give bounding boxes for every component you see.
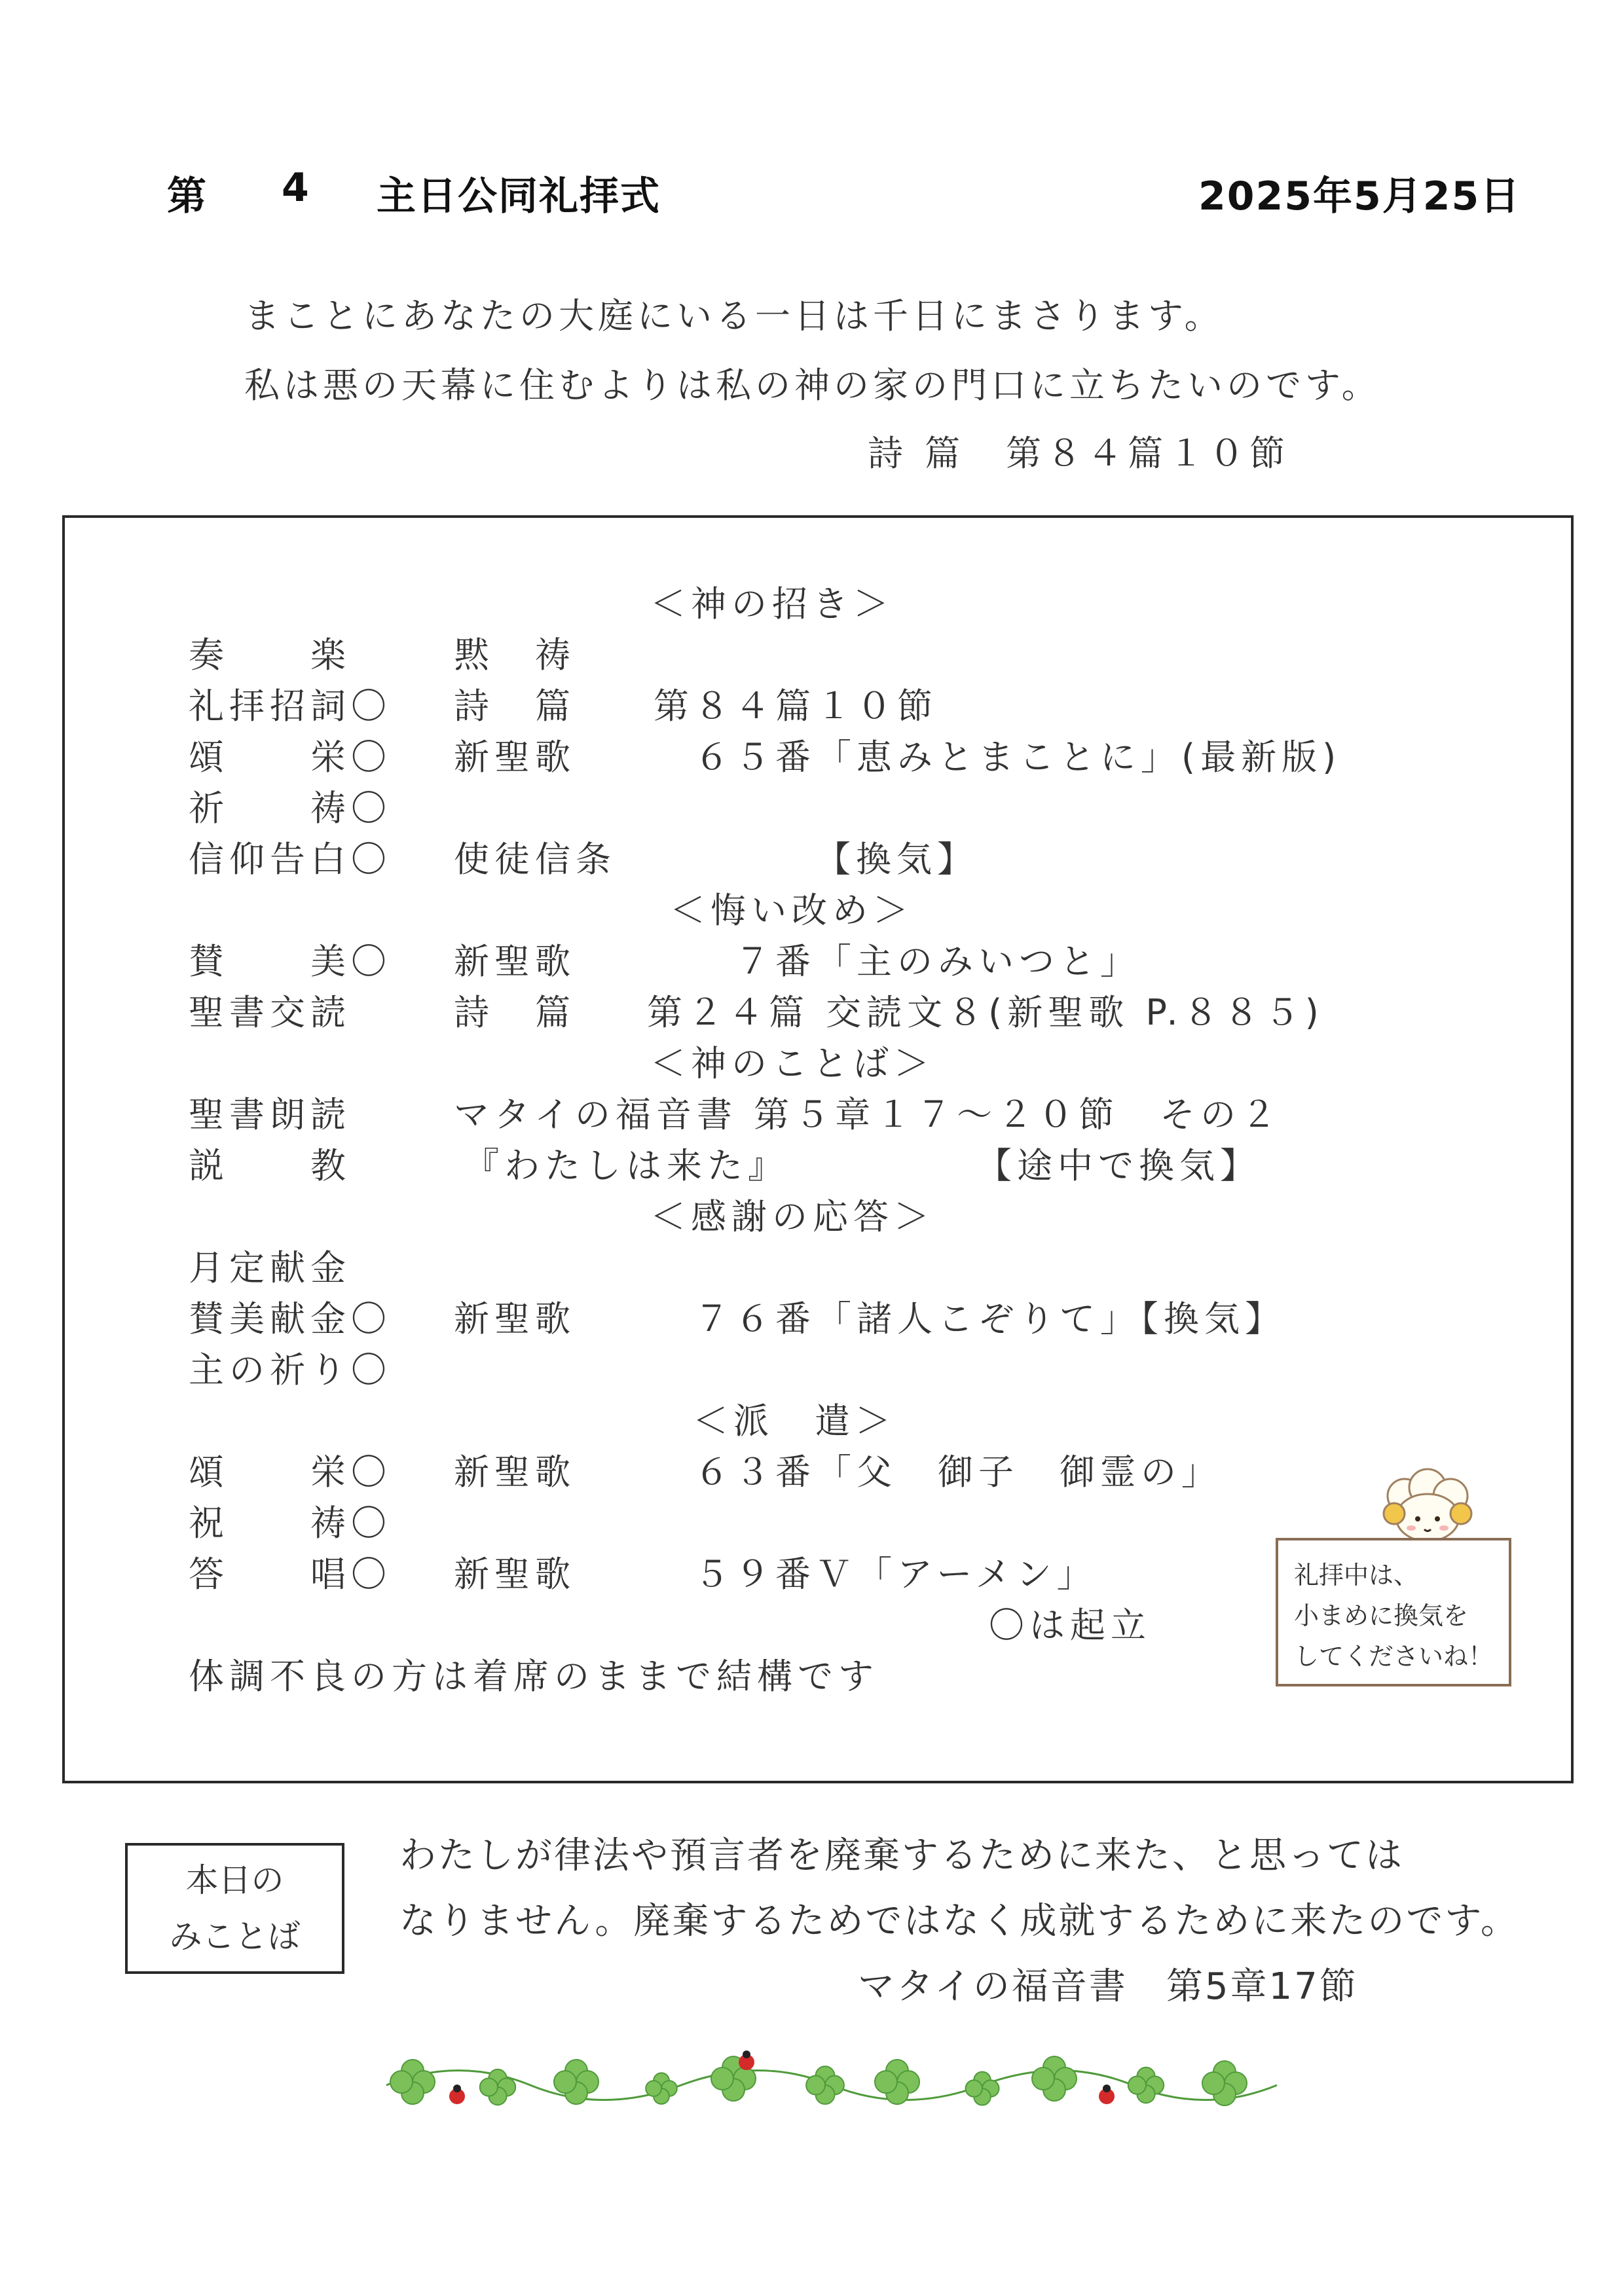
- order-sub: 新聖歌: [454, 1451, 576, 1493]
- order-detail: 【換気】: [752, 839, 978, 880]
- order-sub: 新聖歌: [454, 1554, 576, 1595]
- order-sub: 詩 篇: [454, 685, 576, 727]
- order-sub: 黙 祷: [454, 634, 576, 676]
- ventilation-note-line1: 礼拝中は、: [1294, 1561, 1419, 1590]
- clover-icon: [1202, 2061, 1247, 2105]
- todays-word-label-box: [125, 1843, 344, 1974]
- order-detail: ７６番「諸人こぞりて」【換気】: [654, 1298, 1285, 1339]
- clover-icon: [646, 2073, 677, 2104]
- ventilation-note-card: [1276, 1538, 1511, 1686]
- sheep-mascot-icon: [1372, 1467, 1490, 1548]
- clover-icon: [966, 2072, 999, 2105]
- ventilation-note-line2: 小まめに換気を: [1294, 1601, 1469, 1630]
- order-item: 祝 祷〇: [189, 1503, 392, 1544]
- service-number-label: 第: [167, 173, 208, 219]
- section-word-of-god: ＜神のことば＞: [650, 1043, 934, 1084]
- order-item: 信仰告白〇: [189, 839, 392, 880]
- todays-word-line1: わたしが律法や預言者を廃棄するために来た、と思っては: [399, 1834, 1404, 1877]
- order-item: 主の祈り〇: [189, 1349, 392, 1391]
- section-call-to-worship: ＜神の招き＞: [650, 583, 894, 625]
- order-detail: ５９番Ｖ「アーメン」: [654, 1554, 1098, 1595]
- todays-word-line2: なりません。廃棄するためではなく成就するために来たのです。: [399, 1900, 1519, 1942]
- order-item: 祈 祷〇: [189, 788, 392, 829]
- order-item: 月定献金: [189, 1247, 351, 1288]
- clover-icon: [806, 2066, 844, 2104]
- order-detail: 【途中で換気】: [791, 1145, 1261, 1186]
- order-item: 奏 楽: [189, 634, 351, 676]
- order-detail: 第８４篇１０節: [654, 685, 938, 727]
- stand-note: 〇は起立: [989, 1605, 1151, 1646]
- ladybug-icon: [449, 2085, 465, 2104]
- todays-word-label-line1: 本日の: [185, 1861, 284, 1899]
- order-item: 聖書交読: [189, 992, 351, 1033]
- clover-icon: [390, 2060, 435, 2104]
- todays-word-reference: マタイの福音書 第5章17節: [858, 1965, 1358, 2008]
- order-detail: 第２４篇 交読文８(新聖歌 P.８８５): [647, 992, 1324, 1033]
- service-title: 主日公同礼拝式: [377, 173, 661, 219]
- order-item: 賛美献金〇: [189, 1298, 392, 1339]
- clover-icon: [554, 2060, 599, 2104]
- order-item: 賛 美〇: [189, 941, 392, 982]
- order-detail: ７番「主のみいつと」: [654, 941, 1141, 982]
- order-item: 説 教: [189, 1145, 351, 1186]
- order-item: 聖書朗読: [189, 1094, 351, 1135]
- order-item: 答 唱〇: [189, 1554, 392, 1595]
- opening-verse-line2: 私は悪の天幕に住むよりは私の神の家の門口に立ちたいのです。: [244, 365, 1381, 406]
- order-detail: ６５番「恵みとまことに」(最新版): [654, 737, 1342, 778]
- clover-icon: [480, 2069, 515, 2105]
- order-sub: 詩 篇: [454, 992, 576, 1033]
- order-item: 頌 栄〇: [189, 737, 392, 778]
- order-sub: 使徒信条: [454, 839, 616, 880]
- order-sub: 『わたしは来た』: [464, 1145, 788, 1186]
- service-number: 4: [282, 165, 310, 211]
- clover-icon: [1032, 2056, 1077, 2101]
- order-sub: 新聖歌: [454, 737, 576, 778]
- ladybug-icon: [1099, 2085, 1115, 2104]
- order-sub: 新聖歌: [454, 1298, 576, 1339]
- ventilation-note-line3: してくださいね！: [1294, 1642, 1494, 1671]
- order-sub: 新聖歌: [454, 941, 576, 982]
- order-item: 頌 栄〇: [189, 1451, 392, 1493]
- order-sub: マタイの福音書 第５章１７～２０節 その２: [454, 1094, 1282, 1135]
- order-detail: ６３番「父 御子 御霊の」: [654, 1451, 1222, 1493]
- order-item: 礼拝招詞〇: [189, 685, 392, 727]
- seated-note: 体調不良の方は着席のままで結構です: [189, 1656, 879, 1697]
- section-repentance: ＜悔い改め＞: [670, 890, 913, 931]
- service-date: 2025年5月25日: [1198, 173, 1521, 219]
- section-sending: ＜派 遣＞: [693, 1400, 896, 1442]
- ladybug-icon: [739, 2050, 754, 2070]
- clover-icon: [1128, 2068, 1164, 2103]
- section-response: ＜感謝の応答＞: [650, 1196, 934, 1237]
- opening-verse-line1: まことにあなたの大庭にいる一日は千日にまさります。: [244, 295, 1224, 337]
- todays-word-label-line2: みことば: [169, 1918, 301, 1956]
- opening-verse-reference: 詩 篇 第８４篇１０節: [868, 433, 1291, 474]
- clover-garland: [380, 2043, 1283, 2130]
